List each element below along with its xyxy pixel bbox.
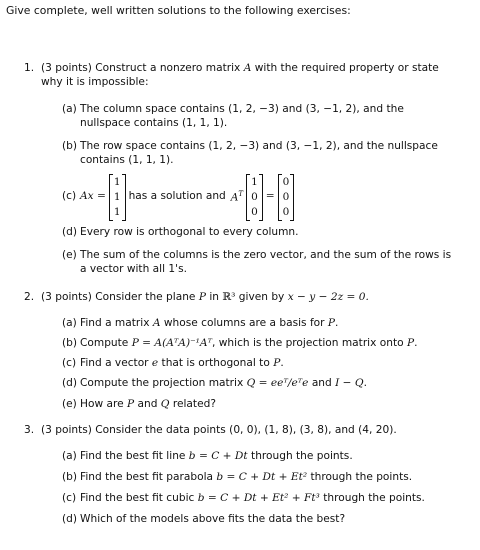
item-text: Find the best fit parabola b = C + Dt + Et² through the points. (80, 471, 413, 483)
item-text: Compute P = A(AᵀA)⁻¹Aᵀ, which is the projection matrix onto P. (80, 337, 418, 349)
problem-title: (3 points) Consider the data points (0, 0), (1, 8), (3, 8), and (4, 20). (41, 424, 397, 436)
item-text: Which of the models above fits the data the best? (80, 513, 346, 525)
problem-number: 3. (24, 424, 35, 436)
problem-3b (62, 471, 452, 485)
problem-2e (62, 398, 452, 412)
item-text: The row space contains (1, 2, −3) and (3, −1, 2), and the nullspace contains (1, 1, 1). (80, 140, 438, 166)
problem-2a (62, 317, 452, 331)
problem-title: (3 points) Construct a nonzero matrix A with the required property or state why it is impossible: (41, 62, 439, 88)
item-label: (c) (62, 492, 77, 504)
item-label: (c) (62, 190, 77, 203)
problem-1a (62, 103, 452, 130)
equation-ax: Ax = (80, 190, 106, 203)
item-label: (a) (62, 450, 77, 462)
problem-3c (62, 492, 452, 506)
problem-2-heading (24, 291, 454, 305)
problem-1d (62, 226, 452, 240)
vector-ones: 1 1 1 (109, 175, 126, 220)
problem-2b (62, 337, 452, 351)
item-label: (c) (62, 357, 77, 369)
problem-3a (62, 450, 452, 464)
problem-1c (62, 172, 297, 222)
vector-zero: 0 0 0 (278, 175, 295, 220)
item-text: Every row is orthogonal to every column. (80, 226, 299, 238)
problem-1e (62, 249, 452, 276)
item-label: (b) (62, 140, 77, 152)
item-text: Find the best fit cubic b = C + Dt + Et² + Ft³ through the points. (80, 492, 425, 504)
problem-number: 1. (24, 62, 35, 74)
item-text: Find the best fit line b = C + Dt through the points. (80, 450, 353, 462)
problem-3d (62, 513, 452, 527)
item-label: (d) (62, 226, 77, 238)
item-label: (d) (62, 377, 77, 389)
item-text: Find a matrix A whose columns are a basis for P. (80, 317, 339, 329)
transpose-a: $A^T$ (230, 190, 244, 205)
item-text: Compute the projection matrix Q = eeᵀ/eᵀe and I − Q. (80, 377, 367, 389)
item-text: The column space contains (1, 2, −3) and (3, −1, 2), and the nullspace contains (1, 1, 1). (80, 103, 404, 129)
item-label: (d) (62, 513, 77, 525)
item-text: Find a vector e that is orthogonal to P. (80, 357, 284, 369)
item-text: How are P and Q related? (80, 398, 216, 410)
equals-sign: = (265, 190, 275, 203)
item-label: (e) (62, 398, 77, 410)
problem-2d (62, 377, 452, 391)
condition-text: has a solution and (128, 190, 226, 203)
problem-1b (62, 140, 452, 167)
problem-2c (62, 357, 452, 371)
problem-title: (3 points) Consider the plane P in ℝ³ given by x − y − 2z = 0. (41, 291, 369, 303)
vector-e1: 1 0 0 (246, 175, 263, 220)
item-label: (a) (62, 103, 77, 115)
item-label: (b) (62, 337, 77, 349)
item-label: (a) (62, 317, 77, 329)
item-label: (b) (62, 471, 77, 483)
intro-text: Give complete, well written solutions to the following exercises: (6, 4, 351, 17)
problem-1-heading (24, 62, 454, 89)
item-text: The sum of the columns is the zero vector, and the sum of the rows is a vector with all 1's. (80, 249, 452, 275)
problem-3-heading (24, 424, 454, 438)
problem-number: 2. (24, 291, 35, 303)
item-label: (e) (62, 249, 77, 261)
